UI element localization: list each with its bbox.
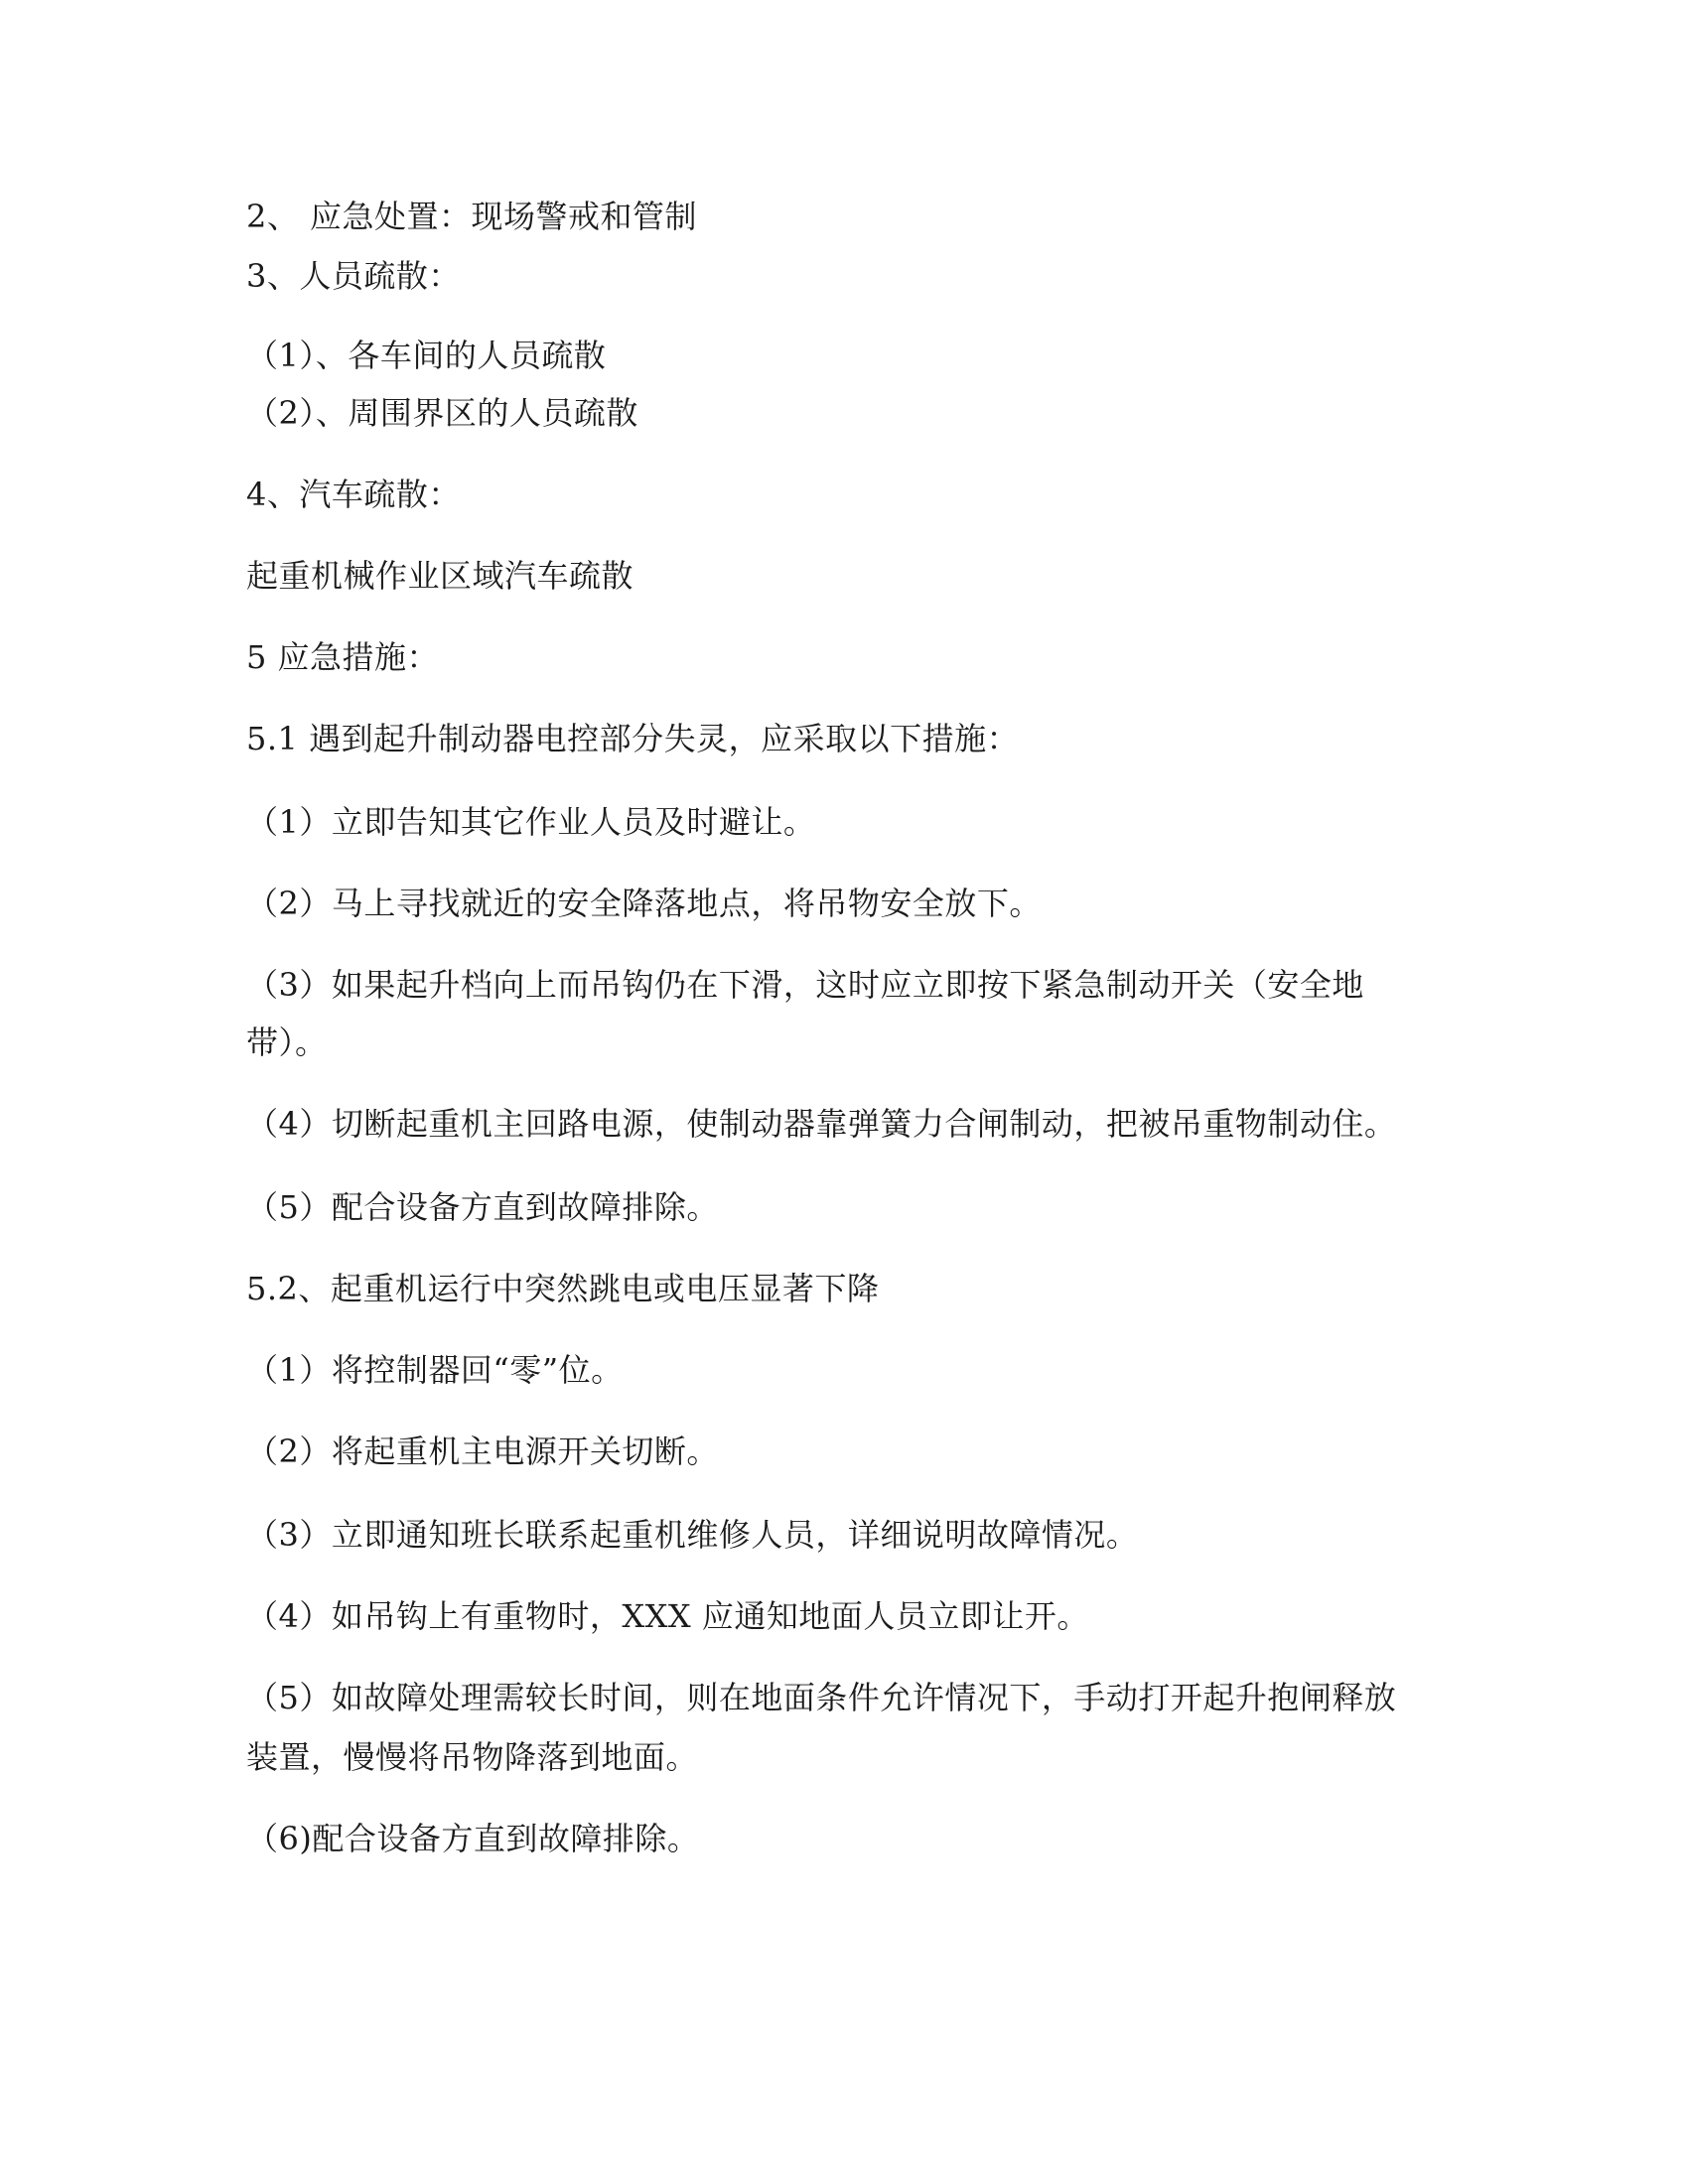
vehicle-evacuation-text: 起重机械作业区域汽车疏散 xyxy=(246,557,634,595)
measure-5-2-item-5: （5）如故障处理需较长时间，则在地面条件允许情况下，手动打开起升抱闸释放 xyxy=(246,1679,1397,1716)
measure-5-1-item-1: （1）立即告知其它作业人员及时避让。 xyxy=(246,803,816,841)
evacuation-item-2: （2）、周围界区的人员疏散 xyxy=(246,394,638,432)
section-5-1-heading: 5.1 遇到起升制动器电控部分失灵，应采取以下措施： xyxy=(246,720,1020,757)
measure-5-2-item-4: （4）如吊钩上有重物时，XXX 应通知地面人员立即让开。 xyxy=(246,1597,1089,1635)
measure-5-2-item-5-cont: 装置，慢慢将吊物降落到地面。 xyxy=(246,1738,699,1776)
section-4-vehicle-evacuation-heading: 4、汽车疏散： xyxy=(246,476,461,513)
section-2-emergency-disposal: 2、 应急处置：现场警戒和管制 xyxy=(246,198,698,235)
measure-5-1-item-2: （2）马上寻找就近的安全降落地点，将吊物安全放下。 xyxy=(246,885,1042,922)
measure-5-1-item-3: （3）如果起升档向上而吊钩仍在下滑，这时应立即按下紧急制动开关（安全地 xyxy=(246,966,1364,1004)
section-5-measures-heading: 5 应急措施： xyxy=(246,638,440,676)
measure-5-1-item-5: （5）配合设备方直到故障排除。 xyxy=(246,1188,719,1226)
measure-5-2-item-6: （6)配合设备方直到故障排除。 xyxy=(246,1820,700,1857)
measure-5-1-item-3-cont: 带）。 xyxy=(246,1024,328,1061)
section-3-evacuation-heading: 3、人员疏散： xyxy=(246,257,461,295)
measure-5-2-item-1: （1）将控制器回“零”位。 xyxy=(246,1351,624,1389)
evacuation-item-1: （1）、各车间的人员疏散 xyxy=(246,337,607,374)
section-5-2-heading: 5.2、起重机运行中突然跳电或电压显著下降 xyxy=(246,1270,880,1307)
measure-5-2-item-2: （2）将起重机主电源开关切断。 xyxy=(246,1433,719,1470)
measure-5-1-item-4: （4）切断起重机主回路电源，使制动器靠弹簧力合闸制动，把被吊重物制动住。 xyxy=(246,1105,1397,1143)
measure-5-2-item-3: （3）立即通知班长联系起重机维修人员，详细说明故障情况。 xyxy=(246,1516,1139,1554)
